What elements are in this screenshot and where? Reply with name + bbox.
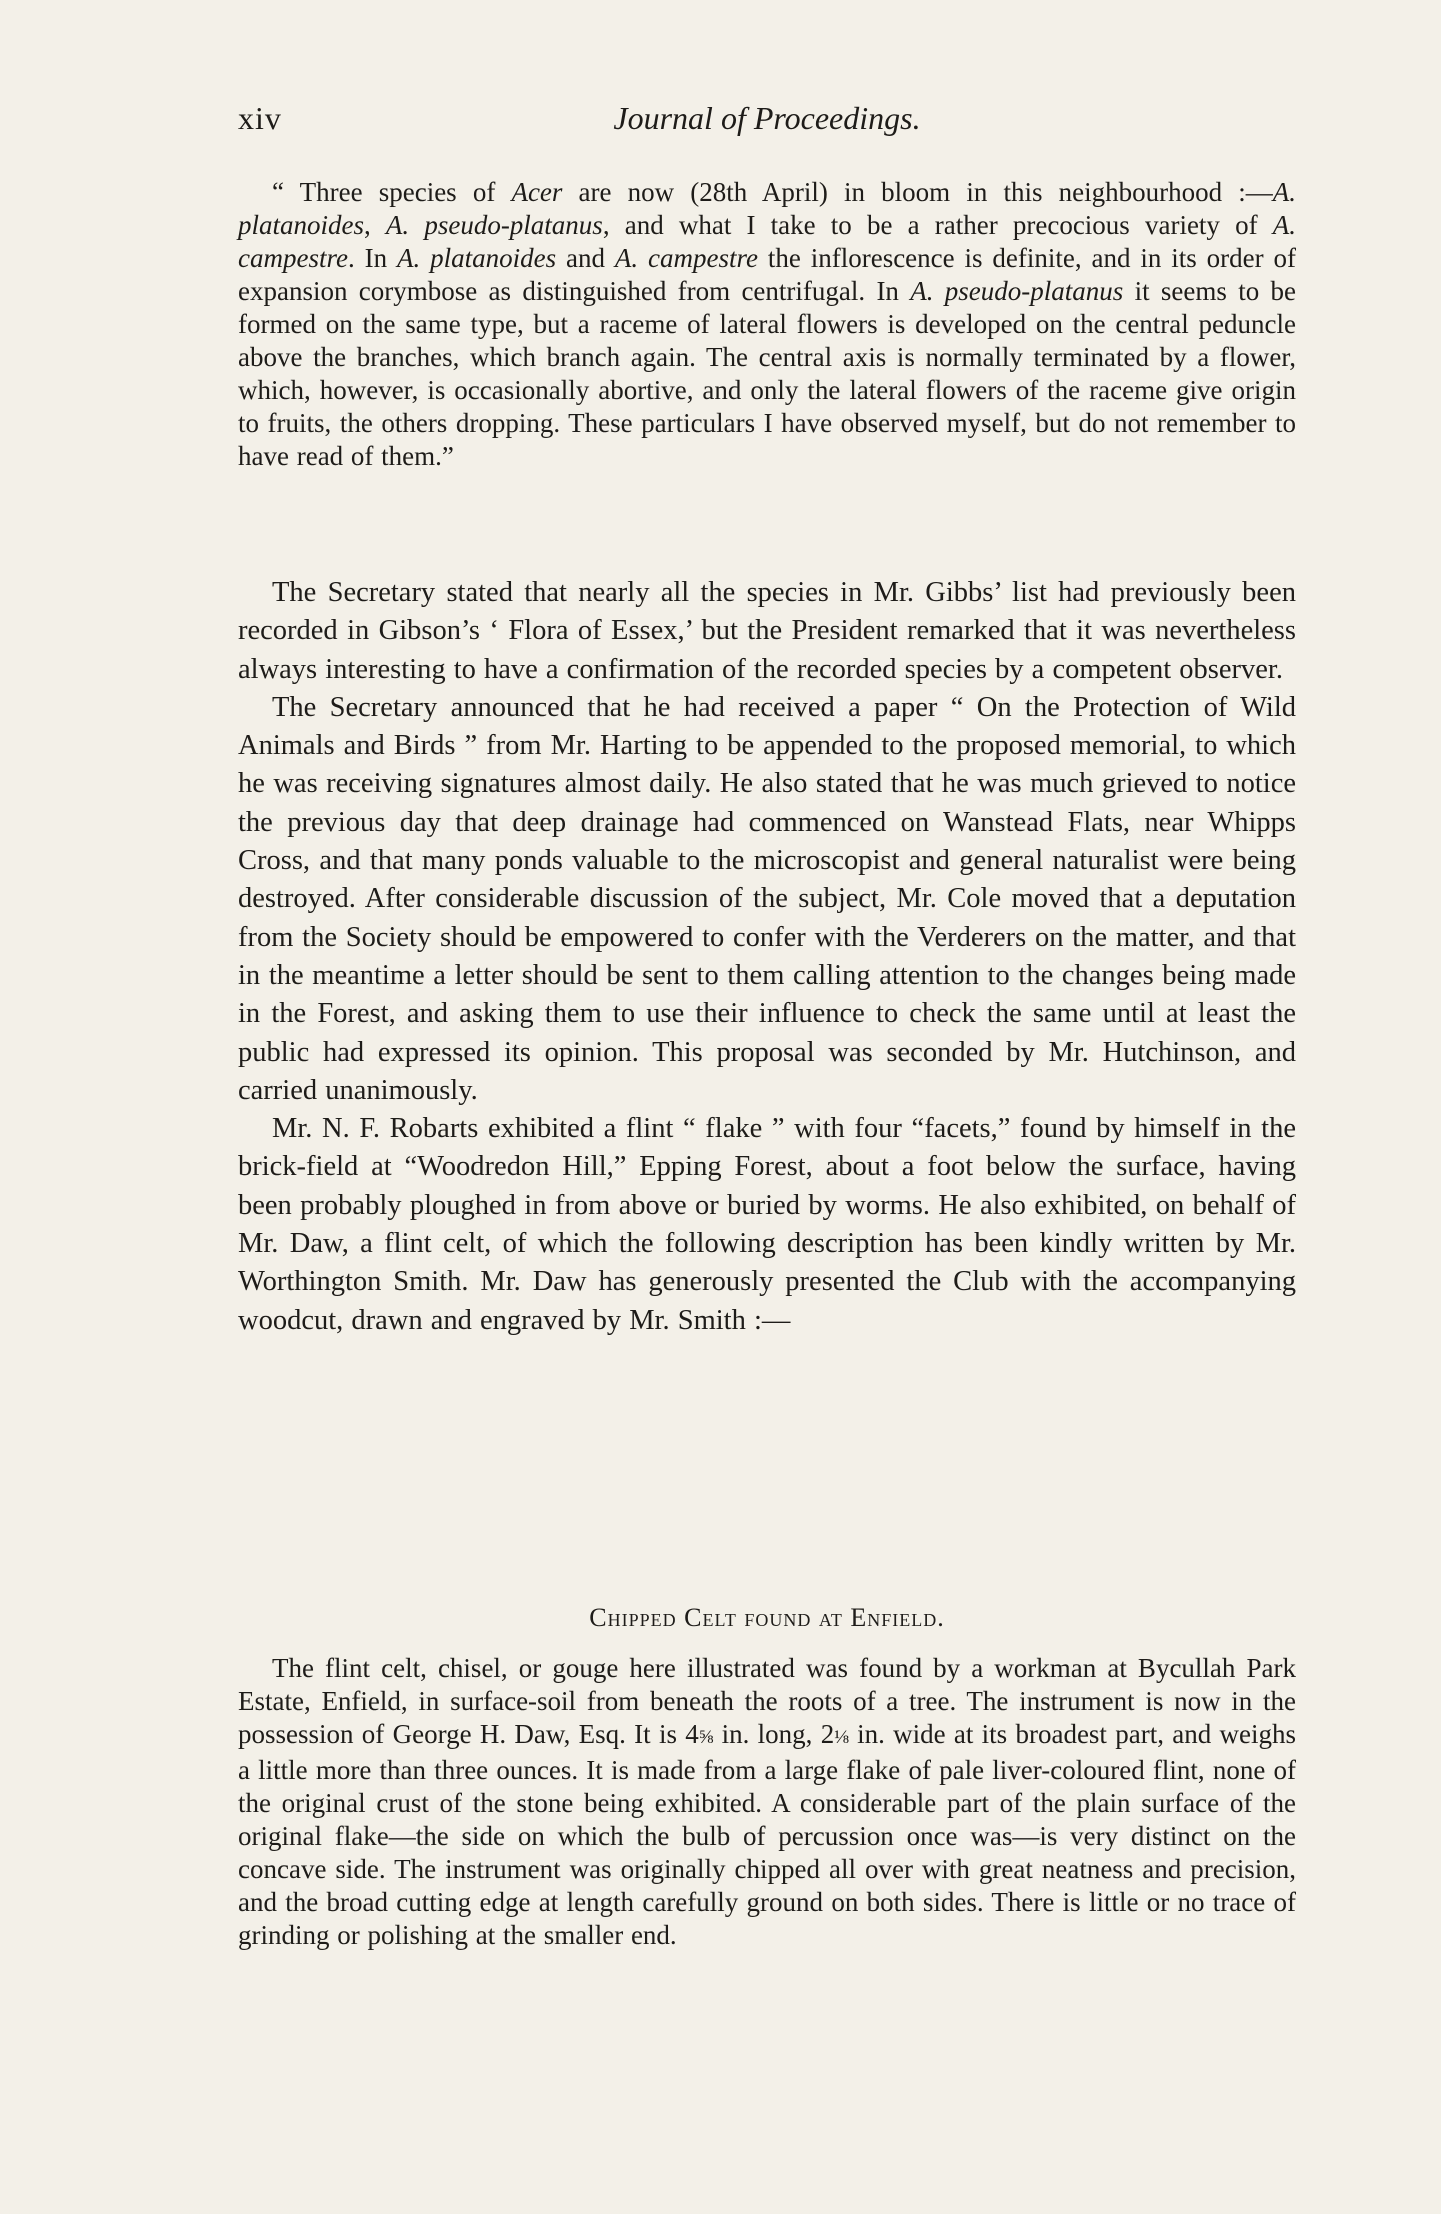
- paragraph-gibbs-list: The Secretary stated that nearly all the species in Mr. Gibbs’ list had previously been recorded in Gibson’s ‘ Flora of Essex,’ but the President remarked that it was nevertheless always interesting to have a confirmation of the recorded species by a competent observer.: [238, 577, 1296, 685]
- paragraph-wanstead-drainage: The Secretary announced that he had received a paper “ On the Protection of Wild Animals and Birds ” from Mr. Harting to be appended to the proposed memorial, to which he was receiving signatures almost daily. He also stated that he was much grieved to notice the previous day that deep drainage had commenced on Wanstead Flats, near Whipps Cross, and that many ponds valuable to the microscopist and general naturalist were being destroyed. After considerable discussion of the subject, Mr. Cole moved that a deputation from the Society should be empowered to confer with the Verderers on the matter, and that in the meantime a letter should be sent to them calling attention to the changes being made in the Forest, and asking them to use their influence to check the same until at least the public had expressed its opinion. This proposal was seconded by Mr. Hutchinson, and carried unanimously.: [238, 691, 1296, 1106]
- quote-italic-4: A. campestre: [238, 210, 1296, 273]
- quote-text-1: “ Three species of: [272, 177, 512, 207]
- celt-text-2: in. long, 2: [713, 1719, 835, 1749]
- quote-italic-7: A. pseudo-platanus: [910, 276, 1124, 306]
- celt-text-3: in. wide at its broadest part, and weighs a little more than three ounces. It is made from a large flake of pale liver-coloured flint, none of the original crust of the stone being exhibited. A considerable part of the plain surface of the original flake—the side on which the bulb of percussion once was—is very distinct on the concave side. The instrument was originally chipped all over with great neatness and precision, and the broad cutting edge at length carefully ground on both sides. There is little or no trace of grinding or polishing at the smaller end.: [238, 1719, 1296, 1950]
- quote-text-8: it seems to be formed on the same type, but a raceme of lateral flowers is developed on the central peduncle above the branches, which branch again. The central axis is normally terminated by a flower, which, however, is occasionally abortive, and only the lateral flowers of the raceme give origin to fruits, the others dropping. These particulars I have observed myself, but do not remember to have read of them.”: [238, 276, 1296, 471]
- running-head: Journal of Proceedings.: [613, 100, 921, 136]
- paragraph-robarts-flint: Mr. N. F. Robarts exhibited a flint “ flake ” with four “facets,” found by himself in the brick-field at “Woodredon Hill,” Epping Forest, about a foot below the surface, having been probably ploughed in from above or buried by worms. He also exhibited, on behalf of Mr. Daw, a flint celt, of which the following description has been kindly written by Mr. Worthington Smith. Mr. Daw has generously presented the Club with the accompanying woodcut, drawn and engraved by Mr. Smith :—: [238, 1113, 1296, 1336]
- quote-italic-1: Acer: [511, 177, 563, 207]
- quote-text-6: and: [556, 243, 615, 273]
- proceedings-body: [238, 574, 1296, 1340]
- quote-italic-5: A. platanoides: [396, 243, 557, 273]
- quote-text-4: , and what I take to be a rather precocious variety of: [602, 210, 1273, 240]
- quote-text-5: . In: [347, 243, 397, 273]
- section-heading: Chipped Celt found at Enfield.: [589, 1603, 945, 1632]
- celt-text-1: The flint celt, chisel, or gouge here illustrated was found by a workman at Bycullah Park Estate, Enfield, in surface-soil from beneath the roots of a tree. The instrument is now in the possession of George H. Daw, Esq. It is 4: [238, 1653, 1296, 1749]
- quote-text-2: are now (28th April) in bloom in this neighbourhood :—: [562, 177, 1273, 207]
- fraction-length: ⅝: [698, 1727, 714, 1748]
- page-header: [238, 100, 1296, 150]
- celt-description: [238, 1652, 1296, 1952]
- quote-italic-3: A. pseudo-platanus: [385, 210, 603, 240]
- quoted-letter: [238, 176, 1296, 473]
- fraction-width: ⅛: [834, 1727, 849, 1748]
- quote-text-3: ,: [364, 210, 386, 240]
- quote-text-7: the inflorescence is definite, and in its order of expansion corymbose as distinguished from centrifugal. In: [238, 243, 1296, 306]
- quote-italic-2: A. platanoides: [238, 177, 1296, 240]
- quote-italic-6: A. campestre: [614, 243, 758, 273]
- page-number: xiv: [238, 100, 282, 136]
